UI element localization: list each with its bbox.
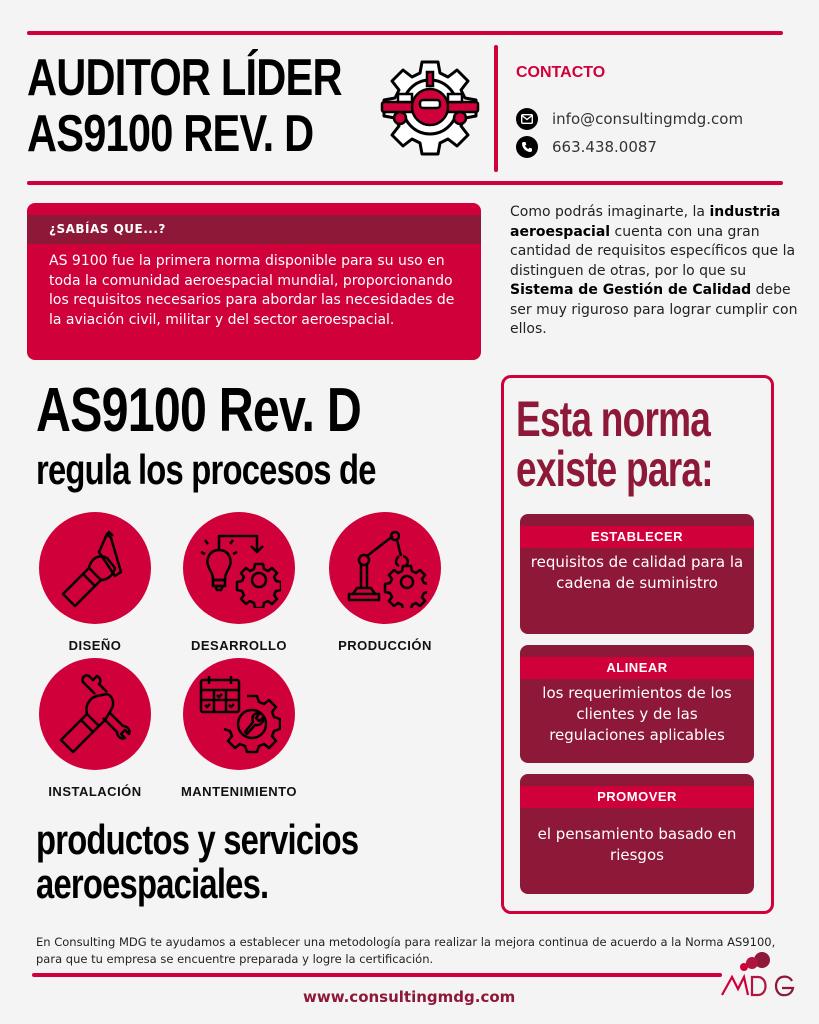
- hand-pencil-icon: [39, 512, 151, 624]
- headline-products: [36, 818, 358, 906]
- mdg-logo: [718, 950, 798, 1000]
- intro-paragraph: [510, 203, 800, 340]
- process-label: PRODUCCIÓN: [338, 638, 432, 653]
- headline-regulates: regula los procesos de: [36, 446, 376, 493]
- purpose-card-align: [520, 645, 754, 763]
- title-line-2: AS9100 REV. D: [27, 105, 314, 163]
- headline-standard: AS9100 Rev. D: [36, 376, 361, 445]
- purpose-card-heading: PROMOVER: [520, 786, 754, 808]
- vertical-divider: [494, 45, 498, 172]
- purpose-card-body: los requerimientos de los clientes y de las regulaciones aplicables: [542, 684, 732, 744]
- mail-icon: [516, 108, 538, 130]
- purpose-card-body: el pensamiento basado en riesgos: [537, 825, 737, 864]
- process-label: DESARROLLO: [191, 638, 287, 653]
- purpose-title-line-1: Esta norma: [516, 391, 711, 447]
- intro-text-1: Como podrás imaginarte, la: [510, 204, 710, 220]
- contact-heading: CONTACTO: [516, 64, 606, 81]
- process-production: [320, 512, 450, 653]
- process-installation: [30, 658, 160, 799]
- process-label: DISEÑO: [68, 638, 122, 653]
- headline-products-line-2: aeroespaciales.: [36, 860, 269, 907]
- contact-phone-row[interactable]: [516, 136, 657, 158]
- did-you-know-box: [27, 203, 481, 360]
- contact-phone[interactable]: 663.438.0087: [552, 138, 657, 156]
- title-line-1: AUDITOR LÍDER: [27, 49, 342, 107]
- calendar-gear-wrench-icon: [183, 658, 295, 770]
- gear-airplane-icon: [378, 58, 482, 156]
- did-you-know-body: AS 9100 fue la primera norma disponible para su uso en toda la comunidad aeroespacial mundial, proporcionando los requisitos necesarios para abordar las necesidades de la aviación civil, militar y del sector aeroespacial.: [49, 253, 455, 328]
- process-development: [174, 512, 304, 653]
- process-maintenance: [174, 658, 304, 799]
- footer-divider: [32, 973, 722, 977]
- header-bottom-divider: [27, 181, 783, 185]
- phone-icon: [516, 136, 538, 158]
- purpose-card-heading: ESTABLECER: [520, 526, 754, 548]
- purpose-card-promote: [520, 774, 754, 894]
- intro-bold-1: industria aeroespacial: [510, 204, 781, 240]
- robot-arm-gear-icon: [329, 512, 441, 624]
- purpose-card-establish: [520, 514, 754, 634]
- contact-email-row[interactable]: [516, 108, 743, 130]
- page-title: [27, 50, 377, 162]
- purpose-title: [516, 391, 713, 497]
- process-label: MANTENIMIENTO: [180, 784, 298, 799]
- headline-products-line-1: productos y servicios: [36, 816, 359, 863]
- website-link[interactable]: www.consultingmdg.com: [303, 988, 516, 1006]
- purpose-card-heading: ALINEAR: [520, 657, 754, 679]
- process-design: [30, 512, 160, 653]
- intro-bold-2: Sistema de Gestión de Calidad: [510, 282, 752, 298]
- top-divider: [27, 31, 783, 35]
- footer-description: En Consulting MDG te ayudamos a establecer una metodología para realizar la mejora continua de acuerdo a la Norma AS9100, para que tu empresa se encuentre preparada y logre la certificación.: [36, 935, 776, 966]
- purpose-title-line-2: existe para:: [516, 441, 713, 497]
- did-you-know-heading: ¿SABÍAS QUE...?: [27, 215, 481, 244]
- contact-email[interactable]: info@consultingmdg.com: [552, 110, 744, 128]
- intro-text-2: cuenta con una gran cantidad de requisitos específicos que la distinguen de otras, por lo que su: [510, 223, 796, 279]
- lightbulb-gear-icon: [183, 512, 295, 624]
- hand-wrench-icon: [39, 658, 151, 770]
- purpose-card-body: requisitos de calidad para la cadena de suministro: [530, 553, 744, 592]
- process-label: INSTALACIÓN: [48, 784, 142, 799]
- intro-text-3: debe ser muy riguroso para lograr cumplir con ellos.: [510, 282, 798, 337]
